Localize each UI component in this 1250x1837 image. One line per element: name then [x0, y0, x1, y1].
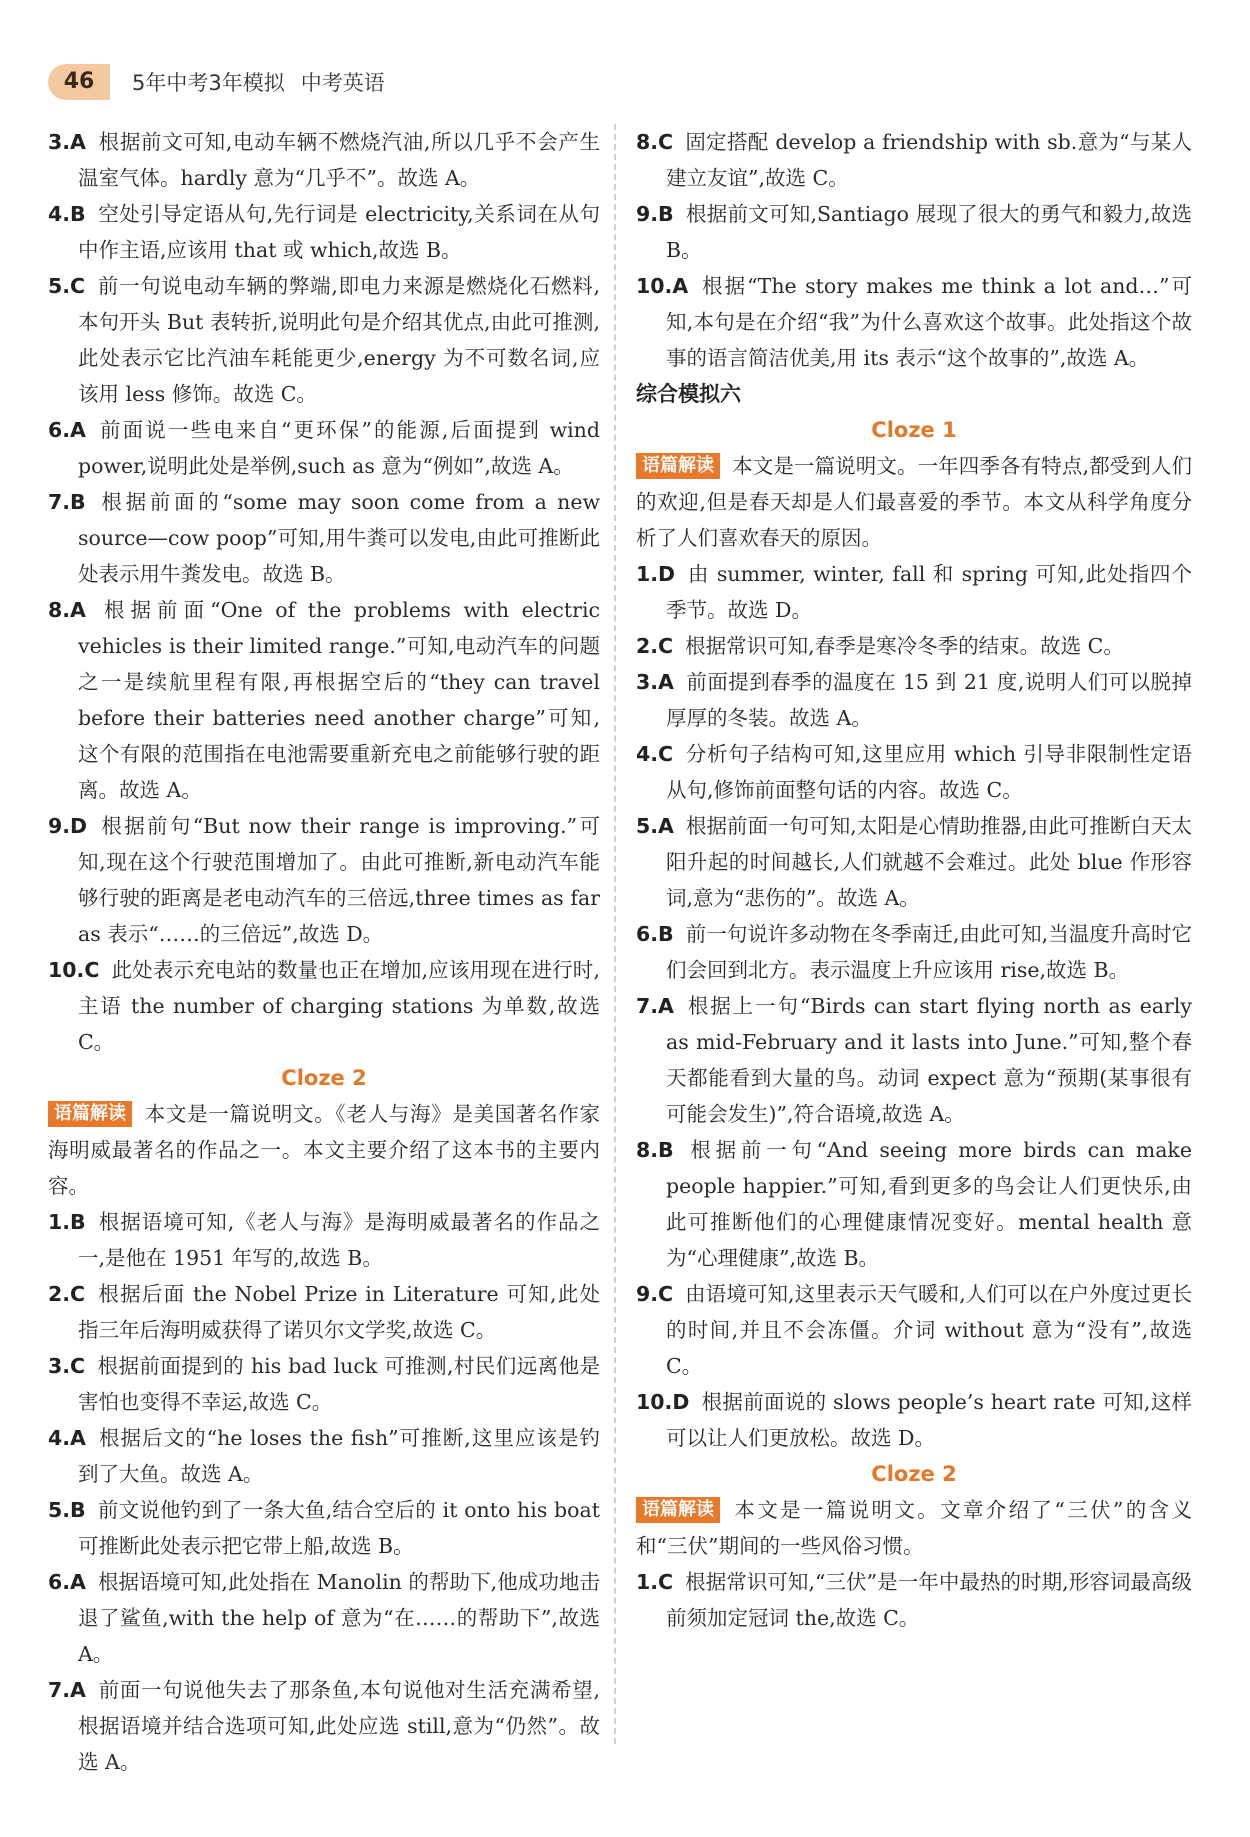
- answer-explanation: 根据前面说的 slows people’s heart rate 可知,这样可以让人们更放松。故选 D。: [666, 1390, 1192, 1450]
- answer-explanation: 根据后面 the Nobel Prize in Literature 可知,此处指三年后海明威获得了诺贝尔文学奖,故选 C。: [78, 1282, 600, 1342]
- answer-number: 6.B: [636, 922, 674, 946]
- cloze-heading: Cloze 2: [281, 1066, 367, 1090]
- answer-number: 5.C: [48, 274, 86, 298]
- answer-explanation: 前面提到春季的温度在 15 到 21 度,说明人们可以脱掉厚厚的冬装。故选 A。: [666, 670, 1192, 730]
- answer-explanation: 前面一句说他失去了那条鱼,本句说他对生活充满希望,根据语境并结合选项可知,此处应选 still,意为“仍然”。故选 A。: [78, 1678, 600, 1774]
- answer-explanation: 由 summer, winter, fall 和 spring 可知,此处指四个季节。故选 D。: [666, 562, 1192, 622]
- passage-summary-text: 本文是一篇说明文。文章介绍了“三伏”的含义和“三伏”期间的一些风俗习惯。: [636, 1498, 1192, 1558]
- answer-number: 4.C: [636, 742, 674, 766]
- answer-number: 8.B: [636, 1138, 674, 1162]
- answer-number: 10.A: [636, 274, 689, 298]
- passage-summary: [636, 448, 1192, 556]
- answer-item: [48, 1492, 600, 1564]
- section-heading: 综合模拟六: [636, 382, 741, 406]
- answer-number: 6.A: [48, 418, 86, 442]
- answer-explanation: 固定搭配 develop a friendship with sb.意为“与某人建立友谊”,故选 C。: [666, 130, 1192, 190]
- answer-number: 5.B: [48, 1498, 86, 1522]
- answer-number: 8.A: [48, 598, 86, 622]
- answer-item: [48, 412, 600, 484]
- passage-analysis-tag: 语篇解读: [636, 1497, 720, 1523]
- answer-item: [48, 1564, 600, 1672]
- answer-explanation: 前一句说电动车辆的弊端,即电力来源是燃烧化石燃料,本句开头 But 表转折,说明此句是介绍其优点,由此可推测,此处表示它比汽油车耗能更少,energy 为不可数名词,应该用 less 修饰。故选 C。: [78, 274, 600, 406]
- answer-item: [48, 808, 600, 952]
- answer-explanation: 由语境可知,这里表示天气暖和,人们可以在户外度过更长的时间,并且不会冻僵。介词 without 意为“没有”,故选 C。: [666, 1282, 1192, 1378]
- answer-explanation: 此处表示充电站的数量也正在增加,应该用现在进行时,主语 the number of charging stations 为单数,故选 C。: [78, 958, 600, 1054]
- answer-item: [636, 124, 1192, 196]
- answer-explanation: 前一句说许多动物在冬季南迁,由此可知,当温度升高时它们会回到北方。表示温度上升应该用 rise,故选 B。: [666, 922, 1192, 982]
- answer-item: [636, 628, 1192, 664]
- answer-number: 4.A: [48, 1426, 86, 1450]
- passage-analysis-tag: 语篇解读: [636, 453, 720, 479]
- answer-item: [48, 124, 600, 196]
- answer-item: [636, 1276, 1192, 1384]
- answer-explanation: 根据前面提到的 his bad luck 可推测,村民们远离他是害怕也变得不幸运,故选 C。: [78, 1354, 600, 1414]
- answer-explanation: 根据前一句“And seeing more birds can make people happier.”可知,看到更多的鸟会让人们更快乐,由此可推断他们的心理健康情况变好。mental health 意为“心理健康”,故选 B。: [666, 1138, 1192, 1270]
- answer-item: [636, 664, 1192, 736]
- answer-item: [48, 1672, 600, 1780]
- answer-number: 2.C: [636, 634, 674, 658]
- column-divider: [614, 124, 616, 1744]
- answer-explanation: 前面说一些电来自“更环保”的能源,后面提到 wind power,说明此处是举例,such as 意为“例如”,故选 A。: [78, 418, 600, 478]
- answer-number: 9.D: [48, 814, 88, 838]
- book-title: 5年中考3年模拟: [132, 71, 285, 95]
- passage-summary-text: 本文是一篇说明文。《老人与海》是美国著名作家海明威最著名的作品之一。本文主要介绍了这本书的主要内容。: [48, 1102, 600, 1198]
- answer-number: 7.B: [48, 490, 86, 514]
- page-number: 46: [48, 64, 110, 100]
- answer-explanation: 分析句子结构可知,这里应用 which 引导非限制性定语从句,修饰前面整句话的内容。故选 C。: [666, 742, 1192, 802]
- answer-number: 1.B: [48, 1210, 86, 1234]
- answer-explanation: 根据语境可知,《老人与海》是海明威最著名的作品之一,是他在 1951 年写的,故选 B。: [78, 1210, 600, 1270]
- answer-item: [48, 268, 600, 412]
- answer-item: [48, 592, 600, 808]
- answer-item: [48, 952, 600, 1060]
- answer-item: [636, 736, 1192, 808]
- answer-explanation: 根据前面的“some may soon come from a new source—cow poop”可知,用牛粪可以发电,由此可推断此处表示用牛粪发电。故选 B。: [78, 490, 600, 586]
- answer-number: 7.A: [636, 994, 674, 1018]
- answer-explanation: 根据前文可知,Santiago 展现了很大的勇气和毅力,故选 B。: [666, 202, 1192, 262]
- answer-number: 1.C: [636, 1570, 674, 1594]
- answer-item: [636, 808, 1192, 916]
- passage-summary: [636, 1492, 1192, 1564]
- answer-number: 3.A: [48, 130, 86, 154]
- answer-item: [636, 1132, 1192, 1276]
- answer-explanation: 根据上一句“Birds can start flying north as early as mid-February and it lasts into June.”可知,整个春天都能看到大量的鸟。动词 expect 意为“预期(某事很有可能会发生)”,符合语境,故选 A。: [666, 994, 1192, 1126]
- answer-explanation: 根据常识可知,“三伏”是一年中最热的时期,形容词最高级前须加定冠词 the,故选 C。: [666, 1570, 1192, 1630]
- cloze-heading: Cloze 1: [871, 418, 957, 442]
- subject-label: 中考英语: [300, 71, 385, 95]
- page-header: [48, 62, 385, 102]
- answer-number: 1.D: [636, 562, 676, 586]
- answer-item: [48, 1420, 600, 1492]
- passage-summary-text: 本文是一篇说明文。一年四季各有特点,都受到人们的欢迎,但是春天却是人们最喜爱的季节。本文从科学角度分析了人们喜欢春天的原因。: [636, 454, 1192, 550]
- answer-item: [636, 916, 1192, 988]
- answer-explanation: 根据前句“But now their range is improving.”可知,现在这个行驶范围增加了。由此可推断,新电动汽车能够行驶的距离是老电动汽车的三倍远,three times as far as 表示“……的三倍远”,故选 D。: [78, 814, 600, 946]
- answer-number: 4.B: [48, 202, 86, 226]
- answer-explanation: 根据常识可知,春季是寒冷冬季的结束。故选 C。: [685, 634, 1124, 658]
- answer-explanation: 根据后文的“he loses the fish”可推断,这里应该是钓到了大鱼。故选 A。: [78, 1426, 600, 1486]
- answer-number: 10.C: [48, 958, 100, 982]
- answer-item: [48, 1348, 600, 1420]
- answer-number: 9.C: [636, 1282, 674, 1306]
- answer-explanation: 根据前面“One of the problems with electric vehicles is their limited range.”可知,电动汽车的问题之一是续航里程有限,再根据空后的“they can travel before their batteries need another charge”可知,这个有限的范围指在电池需要重新充电之前能够行驶的距离。故选 A。: [78, 598, 600, 802]
- answer-number: 7.A: [48, 1678, 86, 1702]
- answer-item: [636, 1384, 1192, 1456]
- right-column: [636, 124, 1192, 1636]
- answer-item: [636, 1564, 1192, 1636]
- answer-explanation: 前文说他钓到了一条大鱼,结合空后的 it onto his boat 可推断此处表示把它带上船,故选 B。: [78, 1498, 600, 1558]
- answer-item: [636, 988, 1192, 1132]
- answer-number: 6.A: [48, 1570, 86, 1594]
- left-column: [48, 124, 600, 1780]
- answer-item: [48, 196, 600, 268]
- answer-explanation: 空处引导定语从句,先行词是 electricity,关系词在从句中作主语,应该用 that 或 which,故选 B。: [78, 202, 600, 262]
- answer-number: 3.A: [636, 670, 674, 694]
- answer-number: 10.D: [636, 1390, 690, 1414]
- answer-explanation: 根据语境可知,此处指在 Manolin 的帮助下,他成功地击退了鲨鱼,with the help of 意为“在……的帮助下”,故选 A。: [78, 1570, 600, 1666]
- answer-item: [48, 1276, 600, 1348]
- answer-item: [636, 556, 1192, 628]
- answer-number: 2.C: [48, 1282, 86, 1306]
- passage-summary: [48, 1096, 600, 1204]
- answer-explanation: 根据“The story makes me think a lot and…”可知,本句是在介绍“我”为什么喜欢这个故事。此处指这个故事的语言简洁优美,用 its 表示“这个故事的”,故选 A。: [666, 274, 1192, 370]
- cloze-heading: Cloze 2: [871, 1462, 957, 1486]
- passage-analysis-tag: 语篇解读: [48, 1101, 132, 1127]
- answer-number: 3.C: [48, 1354, 86, 1378]
- answer-item: [636, 268, 1192, 376]
- answer-explanation: 根据前文可知,电动车辆不燃烧汽油,所以几乎不会产生温室气体。hardly 意为“几乎不”。故选 A。: [78, 130, 600, 190]
- answer-item: [636, 196, 1192, 268]
- answer-item: [48, 484, 600, 592]
- answer-number: 9.B: [636, 202, 674, 226]
- answer-item: [48, 1204, 600, 1276]
- answer-number: 8.C: [636, 130, 674, 154]
- answer-number: 5.A: [636, 814, 674, 838]
- answer-explanation: 根据前面一句可知,太阳是心情助推器,由此可推断白天太阳升起的时间越长,人们就越不会难过。此处 blue 作形容词,意为“悲伤的”。故选 A。: [666, 814, 1192, 910]
